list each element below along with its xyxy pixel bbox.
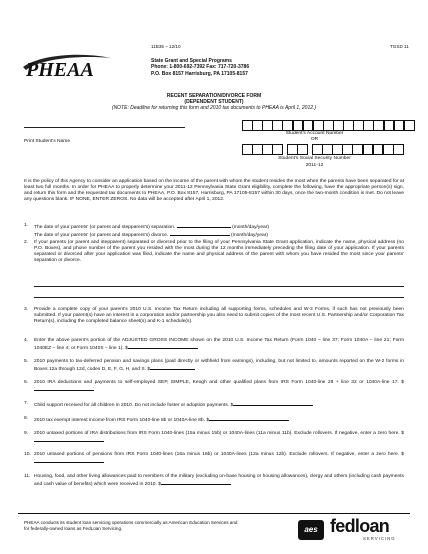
tax-return-instructions: Provide a complete copy of your parent's 2010 U.S. Income Tax Return including all supporting forms, schedules and W-2 Forms, if such has not previously been submitted. If your parent(s) have an interest in a corporation and/or partnership you also need to submit copies of the most recent U.S. Partnership and/or Corporation Tax Return(s), including the completed balance sheet(s) and K-1 schedule(s). xyxy=(34,307,404,324)
title-line-2: (DEPENDENT STUDENT) xyxy=(184,99,244,105)
form-code: 11B35 – 12/10 xyxy=(151,44,181,49)
item-11 xyxy=(24,474,404,488)
item-number: 2. xyxy=(24,240,29,245)
footer-divider xyxy=(18,513,410,514)
parent-info-line-1[interactable] xyxy=(34,286,404,287)
title-line-1: RECENT SEPARATION/DIVORCE FORM xyxy=(166,93,262,99)
exempt-interest-field[interactable] xyxy=(209,416,289,421)
item-1 xyxy=(24,223,404,239)
item-number: 5. xyxy=(24,359,29,364)
ira-deductions-label: 2010 IRA deductions and payments to self-employed SEP, SIMPLE, Keogh and other qualified plans from IRS Form 1040-line 28 + line 32 or 1040A-line 17. $ xyxy=(34,380,404,385)
account-number-label: Student's Account Number xyxy=(285,131,344,136)
item-number: 6. xyxy=(24,380,29,385)
item-9 xyxy=(24,431,404,445)
item-number: 7. xyxy=(24,401,29,406)
form-title xyxy=(0,93,428,111)
child-support-field[interactable] xyxy=(233,401,313,406)
military-allowances-field[interactable] xyxy=(161,480,231,485)
ira-distributions-field[interactable] xyxy=(34,437,104,442)
year-label: 2011-12 xyxy=(305,163,324,168)
account-number-boxes[interactable] xyxy=(242,120,414,131)
item-number: 1. xyxy=(24,223,29,228)
separation-date-field[interactable] xyxy=(177,223,231,228)
program-name: State Grant and Special Programs xyxy=(151,58,232,64)
divorce-date-label: The date of your parents' (or parent and stepparent's) divorce. xyxy=(34,232,169,238)
item-8 xyxy=(24,416,404,424)
mailing-address: P.O. Box 8157 Harrisburg, PA 17105-8157 xyxy=(151,70,248,77)
ira-distributions-label: 2010 untaxed portions of IRA distributions from IRS Form 1040-lines (15a minus 15b) or 1040A-lines (11a minus 11b). Exclude rollovers. If negative, enter a zero here. $ xyxy=(34,431,404,436)
item-number: 9. xyxy=(24,431,29,436)
military-allowances-label: Housing, food, and other living allowances paid to members of the military (excluding on-base housing or housing allowances), clergy and others (including cash payments and cash value of benefits) which were received in 2010. $ xyxy=(34,474,404,487)
item-7 xyxy=(24,401,404,409)
or-label: OR xyxy=(310,137,319,142)
phone-fax: Phone: 1-800-692-7392 Fax: 717-720-3786 xyxy=(151,64,250,71)
item-number: 3. xyxy=(24,307,29,312)
pension-payments-field[interactable] xyxy=(150,365,195,370)
pheaa-logo xyxy=(18,49,114,79)
untaxed-pensions-label: 2010 untaxed portions of pensions from IRS Form 1040-lines (16a minus 16b) or 1040A-lines (12a minus 12b). Exclude rollovers. If negative, enter a zero here. $ xyxy=(34,452,404,457)
fedloan-logo xyxy=(330,516,410,544)
aes-logo: aes xyxy=(298,520,324,540)
item-number: 10. xyxy=(24,452,31,457)
item-2 xyxy=(24,240,404,264)
item-5 xyxy=(24,359,404,373)
item-number: 11. xyxy=(24,474,31,479)
date-format: (month/day/year) xyxy=(230,232,268,238)
item-10 xyxy=(24,452,404,466)
item-number: 4. xyxy=(24,338,29,343)
student-name-label: Print Student's Name xyxy=(24,139,71,144)
servicing-notice: PHEAA conducts its student loan servicing operations commercially as American Education Services and for federally-owned loans as FedLoan Servicing. xyxy=(24,520,238,531)
policy-paragraph: It is the policy of this Agency to consider an application based on the income of the parent with whom the student resides the most when the parents have been separated for at least two full months. In order for PHEAA to properly determine your 2011-12 Pennsylvania State Grant eligibility, complete the following, have the appropriate person(s) sign, and return this form and the requested tax documents to PHEAA, P.O. Box 8157, Harrisburg, PA 17105-8157 within 30 days, once the two-month condition is met. Do not leave any questions blank. IF NONE, ENTER ZEROS. No data will be accepted after April 1, 2012. xyxy=(24,179,404,202)
item-3 xyxy=(24,307,404,325)
fedloan-servicing-text: SERVICING xyxy=(363,536,396,541)
separation-date-label: The date of your parents' (or parent and stepparent's) separation. xyxy=(34,225,176,230)
exempt-interest-label: 2010 tax exempt interest income from IRS Form 1040-line 8b or 1040A-line 8b. $ xyxy=(34,418,210,423)
ssn-boxes[interactable] xyxy=(242,144,403,155)
student-name-field[interactable] xyxy=(24,127,185,128)
contact-info xyxy=(151,58,249,77)
fedloan-logo-text: fedloan xyxy=(330,516,390,536)
resident-parent-instructions: If your parents (or parent and stepparent) separated or divorced prior to the filing of your Pennsylvania State Grant application, indicate the name, physical address (no P.O. Boxes), and phone number of the parent you resided with the most during the 12 months immediately preceding the filing date of your application. If your parents separated or divorced after your application was filed, indicate the name and physical address of the parent with whom you have resided the most since your parents' separation or divorce. xyxy=(34,240,404,263)
item-number: 8. xyxy=(24,416,29,421)
ira-deductions-field[interactable] xyxy=(34,386,94,391)
item-6 xyxy=(24,380,404,394)
untaxed-pensions-field[interactable] xyxy=(34,458,104,463)
agi-label: Enter the above parent's portion of the ADJUSTED GROSS INCOME shown on the 2010 U.S. Income Tax Return (Form 1040 – line 37; Form 1040A – line 21; Form 1040EZ – line 4; or Form 1040X – line 1). $ xyxy=(34,338,404,351)
ssn-label: Student's Social Security Number xyxy=(278,156,351,161)
pension-payments-label: 2010 payments to tax-deferred pension and savings plans (paid directly or withheld from earnings), including, but not limited to, amounts reported on the W-2 forms in Boxes 12a through 12d, codes D, E, F, G, H, and S. $ xyxy=(34,359,404,372)
item-4 xyxy=(24,338,404,352)
tgsd-code: TGSD 11 xyxy=(390,44,409,49)
date-format: (month/day/year) xyxy=(232,225,270,230)
child-support-label: Child support received for all children in 2010. Do not include foster or adoption payments. $ xyxy=(34,403,234,408)
parent-info-line-2[interactable] xyxy=(34,297,404,298)
pheaa-logo-text: PHEAA xyxy=(26,59,94,79)
deadline-note: (NOTE: Deadline for returning this form and 2010 tax documents to PHEAA is April 1, 2012.) xyxy=(111,105,317,111)
agi-field[interactable] xyxy=(128,344,198,349)
divorce-date-field[interactable] xyxy=(170,231,230,236)
